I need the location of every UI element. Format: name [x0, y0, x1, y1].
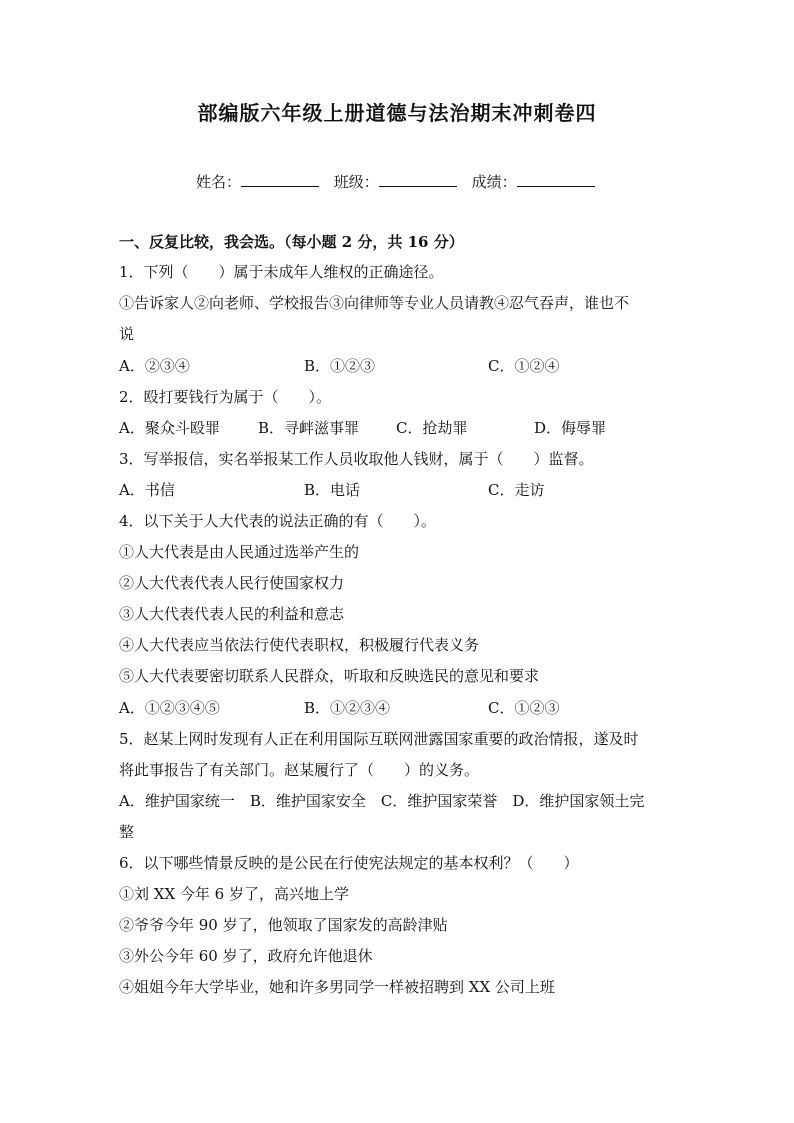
page-title: 部编版六年级上册道德与法治期末冲刺卷四: [197, 101, 597, 125]
q2-option-d: D．侮辱罪: [534, 419, 607, 437]
q6-stem: 6．以下哪些情景反映的是公民在行使宪法规定的基本权利？（ ）: [119, 854, 579, 872]
q4-option-c: C．①②③: [488, 699, 560, 717]
q1-stem: 1．下列（ ）属于未成年人维权的正确途径。: [119, 263, 444, 281]
q4-option-b: B．①②③④: [304, 699, 391, 717]
q3-option-a: A．书信: [119, 481, 175, 499]
score-blank: [517, 170, 595, 187]
q4-item-3: ③人大代表代表人民的利益和意志: [119, 605, 345, 623]
q1-option-a: A．②③④: [119, 357, 190, 375]
q1-option-b: B．①②③: [304, 357, 376, 375]
q3-option-c: C．走访: [488, 481, 545, 499]
q4-item-5: ⑤人大代表要密切联系人民群众，听取和反映选民的意见和要求: [119, 667, 540, 685]
q6-item-4: ④姐姐今年大学毕业，她和许多男同学一样被招聘到 XX 公司上班: [119, 978, 555, 996]
class-blank: [379, 170, 457, 187]
q5-options: A．维护国家统一 B．维护国家安全 C．维护国家荣誉 D．维护国家领土完: [119, 792, 645, 810]
class-label: 班级：: [333, 173, 379, 191]
q2-option-a: A．聚众斗殴罪: [119, 419, 220, 437]
q6-item-2: ②爷爷今年 90 岁了，他领取了国家发的高龄津贴: [119, 916, 448, 934]
q3-stem: 3．写举报信，实名举报某工作人员收取他人钱财，属于（ ）监督。: [119, 450, 594, 468]
q4-option-a: A．①②③④⑤: [119, 699, 220, 717]
section-heading: 一、反复比较，我会选。（每小题 2 分，共 16 分）: [119, 233, 464, 251]
q1-option-c: C．①②④: [488, 357, 560, 375]
q4-item-4: ④人大代表应当依法行使代表职权，积极履行代表义务: [119, 636, 480, 654]
q3-option-b: B．电话: [304, 481, 361, 499]
q2-option-c: C．抢劫罪: [396, 419, 468, 437]
q6-item-1: ①刘 XX 今年 6 岁了，高兴地上学: [119, 885, 349, 903]
q5-text-line2: 将此事报告了有关部门。赵某履行了（ ）的义务。: [119, 761, 480, 779]
q2-stem: 2．殴打要钱行为属于（ ）。: [119, 388, 332, 406]
q5-text-line4: 整: [119, 823, 135, 841]
q4-item-2: ②人大代表代表人民行使国家权力: [119, 574, 345, 592]
q1-text-line3: 说: [119, 325, 135, 343]
name-blank: [241, 170, 319, 187]
name-label: 姓名：: [196, 173, 242, 191]
score-label: 成绩：: [471, 173, 517, 191]
q4-stem: 4．以下关于人大代表的说法正确的有（ ）。: [119, 512, 437, 530]
q6-item-3: ③外公今年 60 岁了，政府允许他退休: [119, 947, 373, 965]
q2-option-b: B．寻衅滋事罪: [258, 419, 360, 437]
q5-stem: 5．赵某上网时发现有人正在利用国际互联网泄露国家重要的政治情报，遂及时: [119, 730, 639, 748]
q4-item-1: ①人大代表是由人民通过选举产生的: [119, 543, 360, 561]
student-info-row: [196, 170, 605, 192]
q1-text-line2: ①告诉家人②向老师、学校报告③向律师等专业人员请教④忍气吞声，谁也不: [119, 294, 630, 312]
